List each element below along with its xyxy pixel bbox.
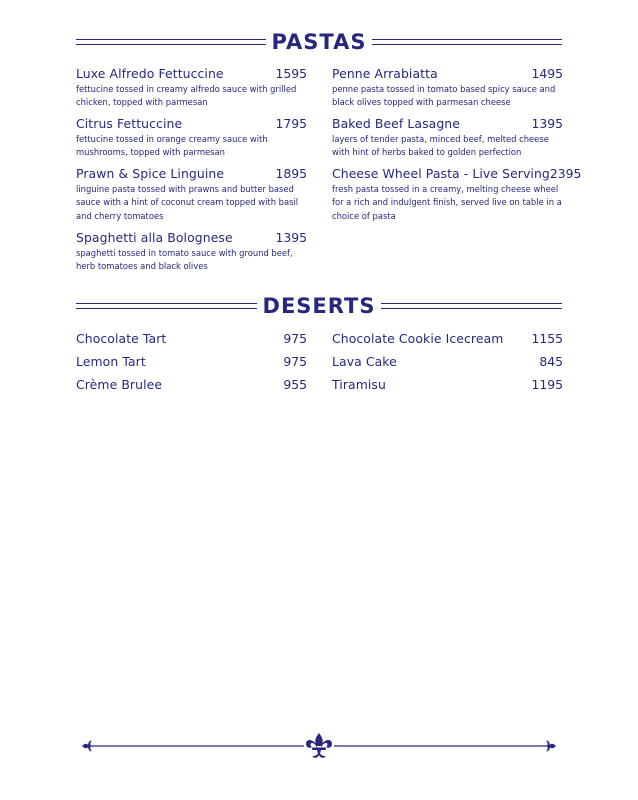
item-name: Baked Beef Lasagne [332, 116, 460, 131]
item-name: Luxe Alfredo Fettuccine [76, 66, 224, 81]
heading-rule-right [381, 303, 562, 309]
menu-item [332, 354, 563, 369]
item-price: 955 [283, 377, 307, 392]
heading-rule-left [76, 39, 266, 45]
menu-item [76, 116, 307, 160]
item-price: 1155 [531, 331, 563, 346]
item-name: Tiramisu [332, 377, 386, 392]
menu-item [332, 116, 563, 160]
menu-item [332, 377, 563, 392]
menu-item [76, 166, 307, 223]
menu-item [332, 66, 563, 110]
menu-item [76, 377, 307, 392]
deserts-title: DESERTS [262, 294, 376, 318]
item-name: Chocolate Cookie Icecream [332, 331, 504, 346]
small-fleur-right-icon [546, 741, 556, 752]
item-description: fettucine tossed in creamy alfredo sauce with grilled chicken, topped with parmesan [76, 84, 297, 108]
item-name: Prawn & Spice Linguine [76, 166, 225, 181]
item-name: Penne Arrabiatta [332, 66, 438, 81]
item-price: 1795 [275, 116, 307, 131]
item-name: Lava Cake [332, 354, 397, 369]
item-price: 975 [283, 331, 307, 346]
fleur-de-lis-icon [306, 733, 332, 758]
heading-rule-left [76, 303, 257, 309]
item-name: Lemon Tart [76, 354, 146, 369]
item-price: 1595 [275, 66, 307, 81]
pastas-title: PASTAS [271, 30, 367, 54]
heading-rule-right [372, 39, 562, 45]
menu-item [76, 331, 307, 346]
item-description: fettucine tossed in orange creamy sauce with mushrooms, topped with parmesan [76, 134, 268, 158]
item-name: Citrus Fettuccine [76, 116, 183, 131]
item-price: 1495 [531, 66, 563, 81]
menu-item [332, 331, 563, 346]
menu-item [76, 66, 307, 110]
item-price: 2395 [549, 166, 582, 181]
deserts-heading [76, 293, 562, 319]
item-price: 975 [283, 354, 307, 369]
item-description: linguine pasta tossed with prawns and butter based sauce with a hint of coconut cream topped with basil and cherry tomatoes [76, 184, 299, 221]
menu-item [76, 354, 307, 369]
item-price: 1895 [275, 166, 307, 181]
item-name: Cheese Wheel Pasta - Live Serving [332, 166, 550, 181]
menu-item [332, 166, 582, 223]
item-price: 1395 [275, 230, 307, 245]
menu-item [76, 230, 307, 274]
item-price: 845 [539, 354, 563, 369]
item-description: spaghetti tossed in tomato sauce with ground beef, herb tomatoes and black olives [76, 248, 293, 272]
footer-ornament [80, 732, 558, 760]
item-name: Spaghetti alla Bolognese [76, 230, 233, 245]
item-name: Crème Brulee [76, 377, 163, 392]
item-name: Chocolate Tart [76, 331, 167, 346]
item-description: penne pasta tossed in tomato based spicy sauce and black olives topped with parmesan cheese [332, 84, 556, 108]
item-description: layers of tender pasta, minced beef, melted cheese with hint of herbs baked to golden perfection [332, 134, 549, 158]
pastas-heading [76, 29, 562, 55]
item-price: 1195 [531, 377, 563, 392]
small-fleur-left-icon [82, 741, 92, 752]
item-description: fresh pasta tossed in a creamy, melting cheese wheel for a rich and indulgent finish, served live on table in a choice of pasta [332, 184, 562, 221]
item-price: 1395 [531, 116, 563, 131]
